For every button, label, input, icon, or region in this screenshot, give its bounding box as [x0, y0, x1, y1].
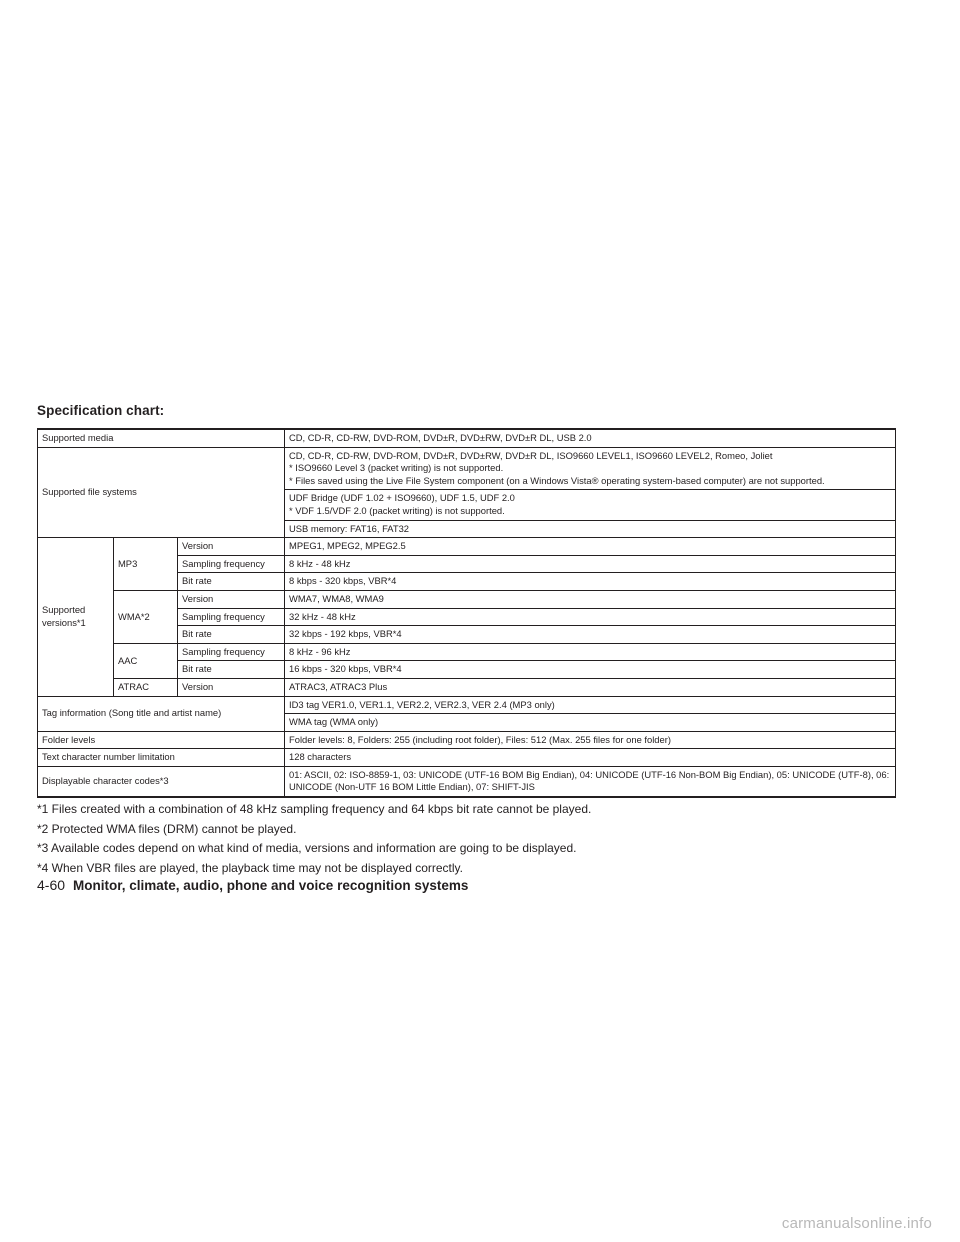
- row-label: Displayable character codes*3: [38, 766, 285, 797]
- format-name: WMA*2: [114, 590, 178, 643]
- table-row: [38, 678, 896, 696]
- param-value: 32 kHz - 48 kHz: [285, 608, 896, 626]
- table-row: [38, 590, 896, 608]
- row-label: Folder levels: [38, 731, 285, 749]
- row-value: 01: ASCII, 02: ISO-8859-1, 03: UNICODE (UTF-16 BOM Big Endian), 04: UNICODE (UTF-16 Non-BOM Big Endian), 05: UNICODE (UTF-8), 06: UNICODE (Non-UTF 16 BOM Little Endian), 07: SHIFT-JIS: [285, 766, 896, 797]
- row-value: USB memory: FAT16, FAT32: [285, 520, 896, 538]
- row-label: Tag information (Song title and artist name): [38, 696, 285, 731]
- watermark: carmanualsonline.info: [781, 1215, 932, 1232]
- section-title: Monitor, climate, audio, phone and voice recognition systems: [73, 878, 469, 893]
- table-row: [38, 731, 896, 749]
- table-row: [38, 749, 896, 767]
- param-name: Bit rate: [178, 661, 285, 679]
- row-value: CD, CD-R, CD-RW, DVD-ROM, DVD±R, DVD±RW, DVD±R DL, USB 2.0: [285, 429, 896, 447]
- row-value: ID3 tag VER1.0, VER1.1, VER2.2, VER2.3, VER 2.4 (MP3 only): [285, 696, 896, 714]
- param-name: Sampling frequency: [178, 555, 285, 573]
- page-number: 4-60: [37, 877, 66, 893]
- row-value: WMA tag (WMA only): [285, 714, 896, 732]
- row-value: CD, CD-R, CD-RW, DVD-ROM, DVD±R, DVD±RW, DVD±R DL, ISO9660 LEVEL1, ISO9660 LEVEL2, Romeo, Joliet * ISO9660 Level 3 (packet writing) is not supported. * Files saved using the Live File System component (on a Windows Vista® operating system-based computer) are not supported.: [285, 447, 896, 490]
- param-name: Version: [178, 590, 285, 608]
- param-name: Bit rate: [178, 626, 285, 644]
- format-name: ATRAC: [114, 678, 178, 696]
- footnote: *1 Files created with a combination of 48 kHz sampling frequency and 64 kbps bit rate cannot be played.: [37, 802, 592, 816]
- row-label: Supported file systems: [38, 447, 285, 538]
- param-name: Sampling frequency: [178, 643, 285, 661]
- param-value: 8 kHz - 96 kHz: [285, 643, 896, 661]
- param-value: WMA7, WMA8, WMA9: [285, 590, 896, 608]
- row-value: 128 characters: [285, 749, 896, 767]
- table-row: [38, 429, 896, 447]
- section-heading: Specification chart:: [37, 403, 165, 418]
- row-value: UDF Bridge (UDF 1.02 + ISO9660), UDF 1.5, UDF 2.0 * VDF 1.5/VDF 2.0 (packet writing) is not supported.: [285, 490, 896, 520]
- row-label: Text character number limitation: [38, 749, 285, 767]
- param-name: Version: [178, 538, 285, 556]
- param-value: 16 kbps - 320 kbps, VBR*4: [285, 661, 896, 679]
- param-value: 8 kbps - 320 kbps, VBR*4: [285, 573, 896, 591]
- row-label: Supported versions*1: [38, 538, 114, 696]
- row-value: Folder levels: 8, Folders: 255 (including root folder), Files: 512 (Max. 255 files for one folder): [285, 731, 896, 749]
- format-name: AAC: [114, 643, 178, 678]
- param-value: ATRAC3, ATRAC3 Plus: [285, 678, 896, 696]
- table-row: [38, 447, 896, 490]
- row-label: Supported media: [38, 429, 285, 447]
- param-value: 32 kbps - 192 kbps, VBR*4: [285, 626, 896, 644]
- footnote: *2 Protected WMA files (DRM) cannot be played.: [37, 821, 297, 836]
- param-name: Bit rate: [178, 573, 285, 591]
- param-name: Version: [178, 678, 285, 696]
- page-footer: [37, 877, 468, 893]
- table-row: [38, 696, 896, 714]
- param-value: MPEG1, MPEG2, MPEG2.5: [285, 538, 896, 556]
- format-name: MP3: [114, 538, 178, 591]
- specification-table: [37, 428, 896, 798]
- table-row: [38, 538, 896, 556]
- footnote: *3 Available codes depend on what kind of media, versions and information are going to be displayed.: [37, 841, 577, 855]
- table-row: [38, 643, 896, 661]
- param-value: 8 kHz - 48 kHz: [285, 555, 896, 573]
- table-row: [38, 766, 896, 797]
- param-name: Sampling frequency: [178, 608, 285, 626]
- footnotes: [37, 800, 927, 878]
- footnote: *4 When VBR files are played, the playback time may not be displayed correctly.: [37, 860, 463, 875]
